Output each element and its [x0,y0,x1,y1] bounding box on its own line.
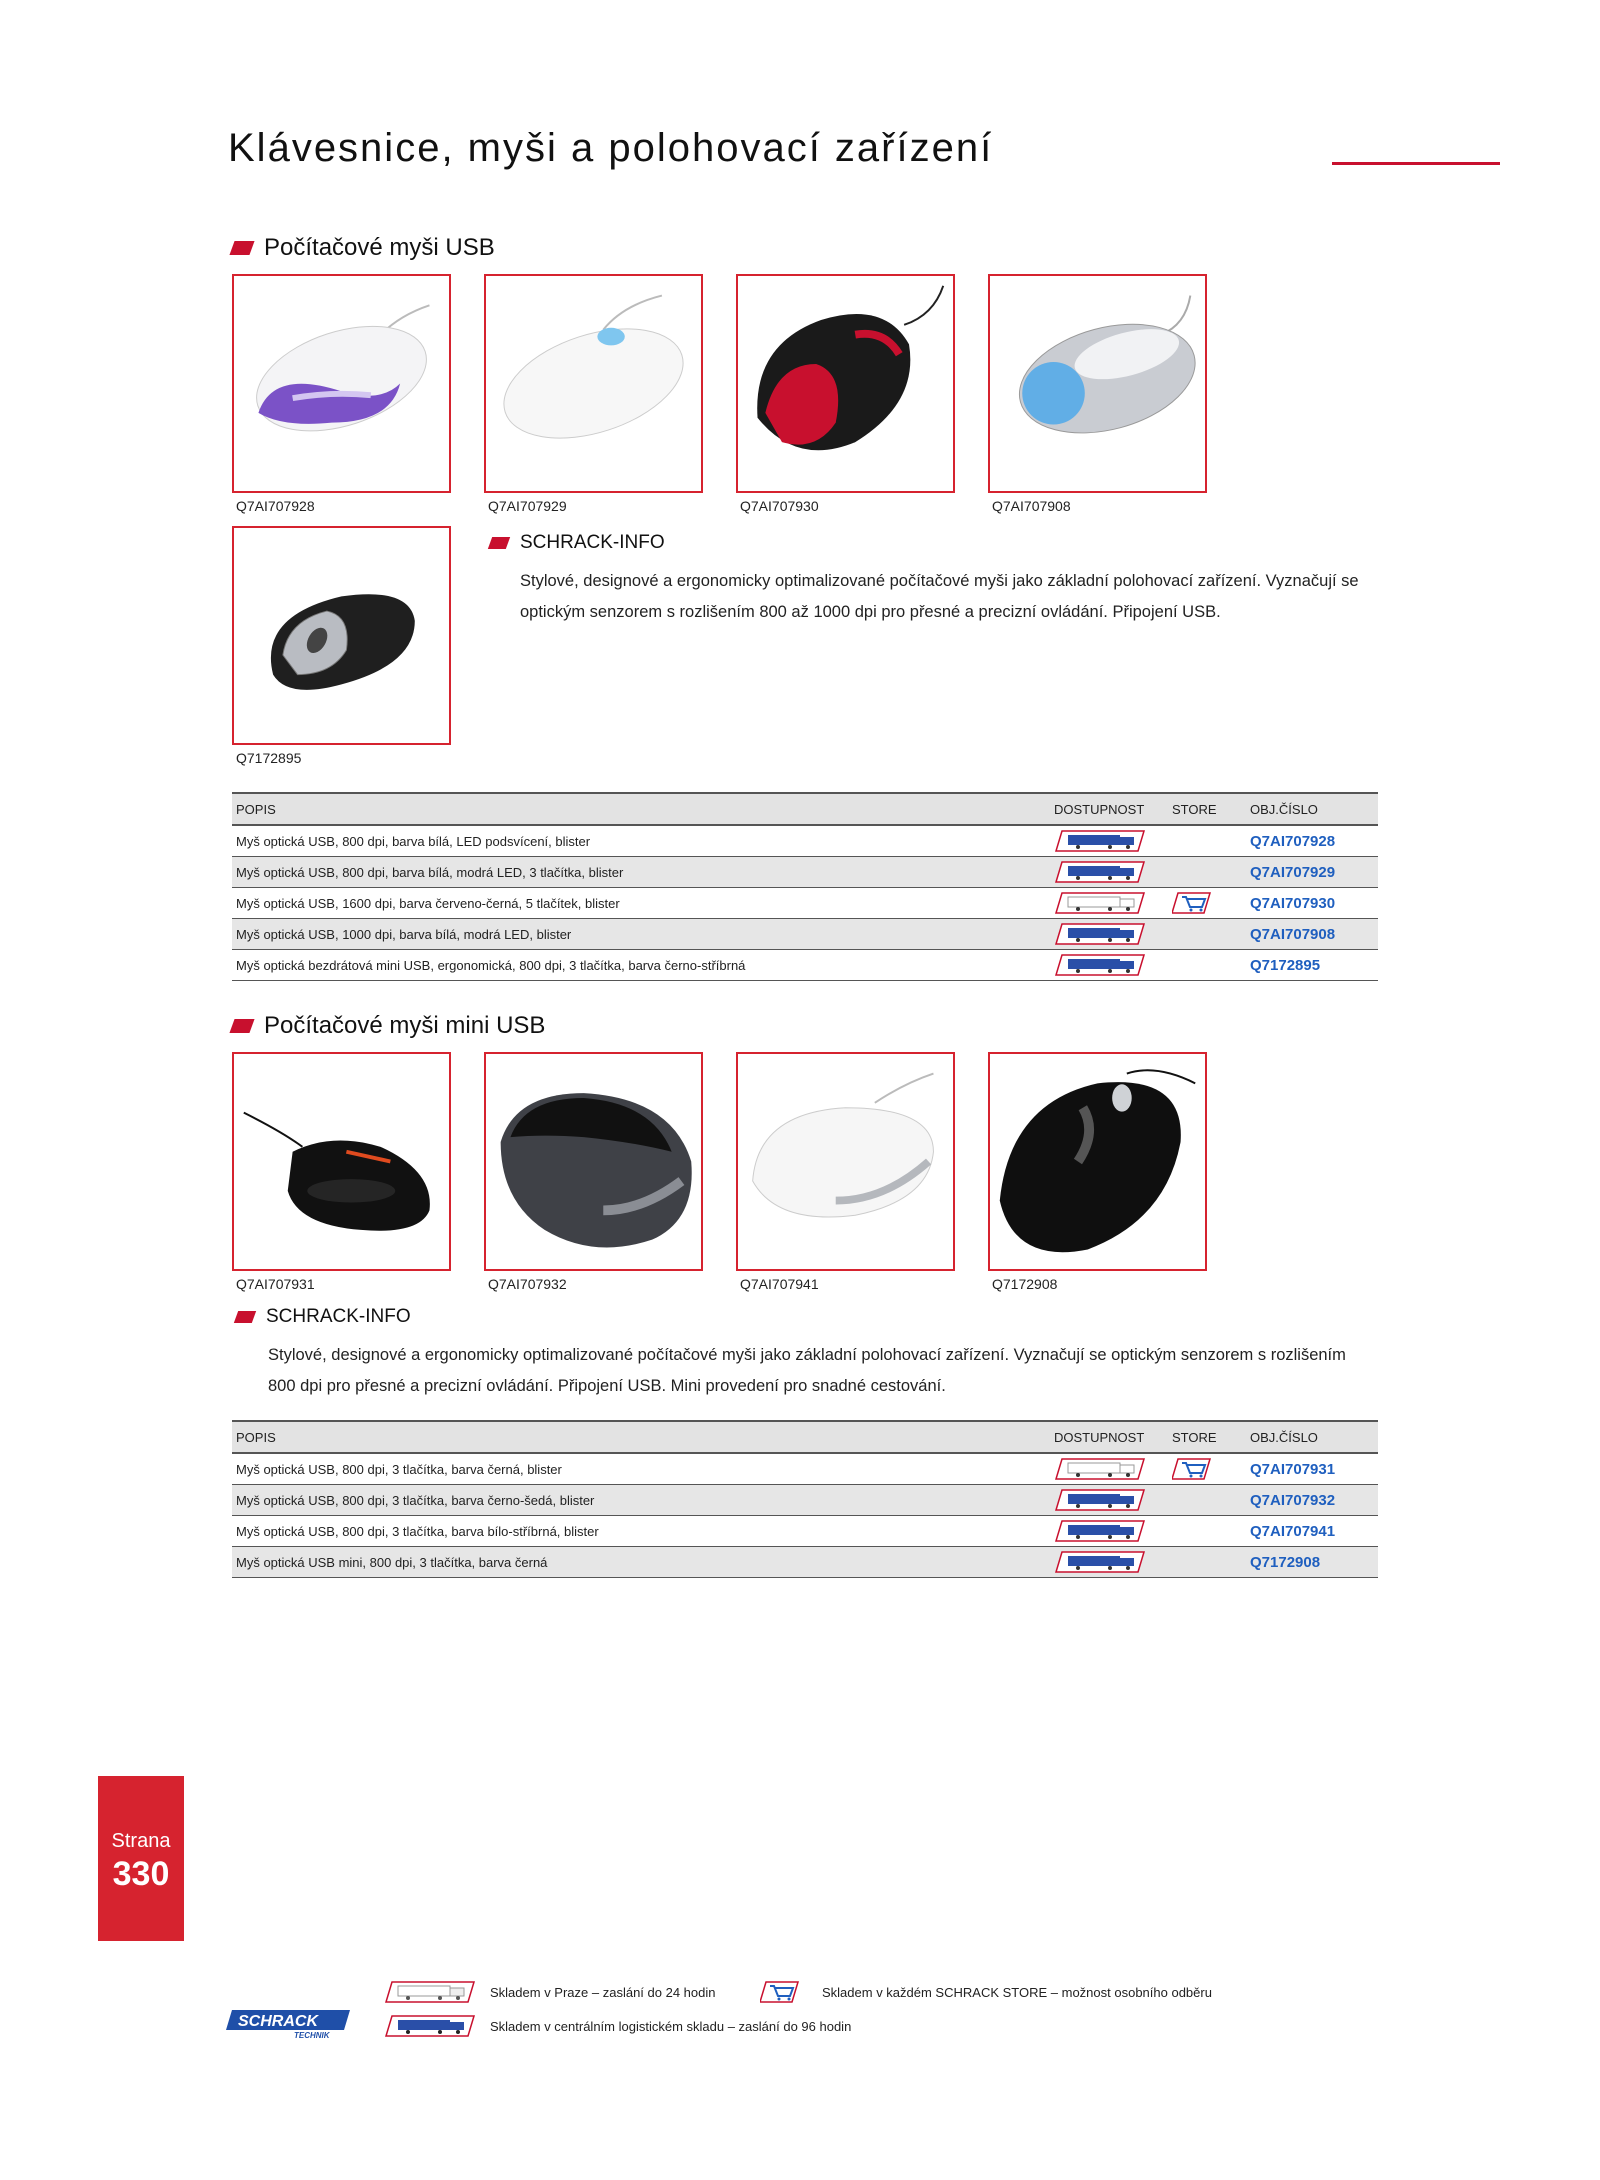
product-image-3[interactable] [736,274,955,493]
svg-text:SCHRACK: SCHRACK [238,2013,318,2030]
product-code: Q7172895 [236,750,302,766]
order-code-link[interactable]: Q7AI707929 [1246,857,1378,888]
product-code: Q7AI707928 [236,498,315,514]
product-table-mini-usb [232,1420,1378,1578]
info-line: 800 dpi pro přesné a precizní ovládání. Připojení USB. Mini provedení pro snadné cestování. [268,1377,946,1395]
table-row [232,919,1378,950]
availability-central-icon [1050,1516,1168,1547]
table-row [232,857,1378,888]
legend-prague-text: Skladem v Praze – zaslání do 24 hodin [490,1985,716,2000]
product-code: Q7AI707932 [488,1276,567,1292]
mouse-white-purple-icon [234,276,449,491]
order-code-link[interactable]: Q7AI707908 [1246,919,1378,950]
column-header-dostupnost: DOSTUPNOST [1050,793,1168,825]
section-marker-icon [229,1019,254,1033]
product-image-8[interactable] [736,1052,955,1271]
row-description: Myš optická USB, 800 dpi, 3 tlačítka, barva černo-šedá, blister [232,1485,1050,1516]
store-empty [1168,825,1246,857]
info-text [520,566,1380,628]
legend-central-icon [384,2014,476,2038]
column-header-store: STORE [1168,793,1246,825]
info-text [268,1340,1382,1402]
schrack-logo-icon [226,2008,350,2040]
store-empty [1168,1516,1246,1547]
section-title: Počítačové myši USB [264,234,495,261]
order-code-link[interactable]: Q7AI707941 [1246,1516,1378,1547]
row-description: Myš optická USB, 1000 dpi, barva bílá, modrá LED, blister [232,919,1050,950]
page-label: Strana [111,1830,171,1852]
row-description: Myš optická USB, 800 dpi, barva bílá, modrá LED, 3 tlačítka, blister [232,857,1050,888]
page-title: Klávesnice, myši a polohovací zařízení [228,126,994,170]
info-line: optickým senzorem s rozlišením 800 až 1000 dpi pro přesné a precizní ovládání. Připojení USB. [520,603,1221,621]
section-heading-mini-usb [232,1012,545,1040]
table-row [232,1485,1378,1516]
row-description: Myš optická USB, 800 dpi, barva bílá, LED podsvícení, blister [232,825,1050,857]
mouse-black-silver-icon [234,528,449,743]
column-header-store: STORE [1168,1421,1246,1453]
mouse-silver-blue-led-icon [990,276,1205,491]
info-line: Stylové, designové a ergonomicky optimalizované počítačové myši jako základní polohovací zařízení. Vyznačují se optickým senzorem s rozlišením [268,1346,1346,1364]
column-header-code: OBJ.ČÍSLO [1246,1421,1378,1453]
product-code: Q7AI707930 [740,498,819,514]
product-code: Q7AI707941 [740,1276,819,1292]
info-title: SCHRACK-INFO [266,1306,411,1327]
product-image-6[interactable] [232,1052,451,1271]
product-code: Q7172908 [992,1276,1058,1292]
mouse-black-grey-icon [486,1054,701,1269]
product-image-7[interactable] [484,1052,703,1271]
store-empty [1168,950,1246,981]
availability-central-icon [1050,825,1168,857]
legend-prague-icon [384,1980,476,2004]
product-image-2[interactable] [484,274,703,493]
row-description: Myš optická USB, 1600 dpi, barva červeno-černá, 5 tlačítek, blister [232,888,1050,919]
legend-store-text: Skladem v každém SCHRACK STORE – možnost osobního odběru [822,1985,1212,2000]
order-code-link[interactable]: Q7AI707928 [1246,825,1378,857]
table-row [232,950,1378,981]
store-empty [1168,857,1246,888]
mouse-red-black-icon [738,276,953,491]
legend-store-icon [760,1980,800,2004]
product-code: Q7AI707908 [992,498,1071,514]
store-empty [1168,1485,1246,1516]
row-description: Myš optická bezdrátová mini USB, ergonomická, 800 dpi, 3 tlačítka, barva černo-stříbrná [232,950,1050,981]
order-code-link[interactable]: Q7172895 [1246,950,1378,981]
info-title: SCHRACK-INFO [520,532,665,553]
availability-central-icon [1050,1547,1168,1578]
mouse-white-silver-icon [738,1054,953,1269]
order-code-link[interactable]: Q7AI707930 [1246,888,1378,919]
product-image-4[interactable] [988,274,1207,493]
availability-prague-icon [1050,888,1168,919]
product-image-5[interactable] [232,526,451,745]
row-description: Myš optická USB mini, 800 dpi, 3 tlačítka, barva černá [232,1547,1050,1578]
column-header-code: OBJ.ČÍSLO [1246,793,1378,825]
product-image-9[interactable] [988,1052,1207,1271]
order-code-link[interactable]: Q7AI707932 [1246,1485,1378,1516]
mouse-black-glossy-icon [234,1054,449,1269]
section-marker-icon [229,241,254,255]
product-code: Q7AI707929 [488,498,567,514]
column-header-dostupnost: DOSTUPNOST [1050,1421,1168,1453]
info-marker-icon [488,537,510,549]
availability-central-icon [1050,919,1168,950]
schrack-logo [226,2008,350,2045]
availability-central-icon [1050,950,1168,981]
table-row [232,1516,1378,1547]
schrack-info-heading [236,1306,411,1328]
product-table-usb [232,792,1378,981]
availability-central-icon [1050,1485,1168,1516]
table-row [232,825,1378,857]
availability-central-icon [1050,857,1168,888]
title-rule [1332,162,1500,165]
mouse-black-logilink-icon [990,1054,1205,1269]
table-row [232,888,1378,919]
info-line: Stylové, designové a ergonomicky optimalizované počítačové myši jako základní polohovací zařízení. Vyznačují se [520,572,1359,590]
section-heading-usb [232,234,495,262]
store-empty [1168,919,1246,950]
column-header-popis: POPIS [232,1421,1050,1453]
legend-central-text: Skladem v centrálním logistickém skladu – zaslání do 96 hodin [490,2019,852,2034]
table-row [232,1453,1378,1485]
availability-prague-icon [1050,1453,1168,1485]
info-marker-icon [234,1311,256,1323]
product-image-1[interactable] [232,274,451,493]
column-header-popis: POPIS [232,793,1050,825]
order-code-link[interactable]: Q7AI707931 [1246,1453,1378,1485]
mouse-white-blue-led-icon [486,276,701,491]
schrack-info-heading [490,532,665,554]
store-empty [1168,1547,1246,1578]
section-title: Počítačové myši mini USB [264,1012,546,1039]
store-cart-icon [1168,888,1246,919]
product-code: Q7AI707931 [236,1276,315,1292]
page-number-badge [98,1776,184,1941]
row-description: Myš optická USB, 800 dpi, 3 tlačítka, barva černá, blister [232,1453,1050,1485]
page-number: 330 [112,1855,170,1893]
store-cart-icon [1168,1453,1246,1485]
order-code-link[interactable]: Q7172908 [1246,1547,1378,1578]
svg-text:TECHNIK: TECHNIK [294,2031,330,2040]
table-row [232,1547,1378,1578]
row-description: Myš optická USB, 800 dpi, 3 tlačítka, barva bílo-stříbrná, blister [232,1516,1050,1547]
